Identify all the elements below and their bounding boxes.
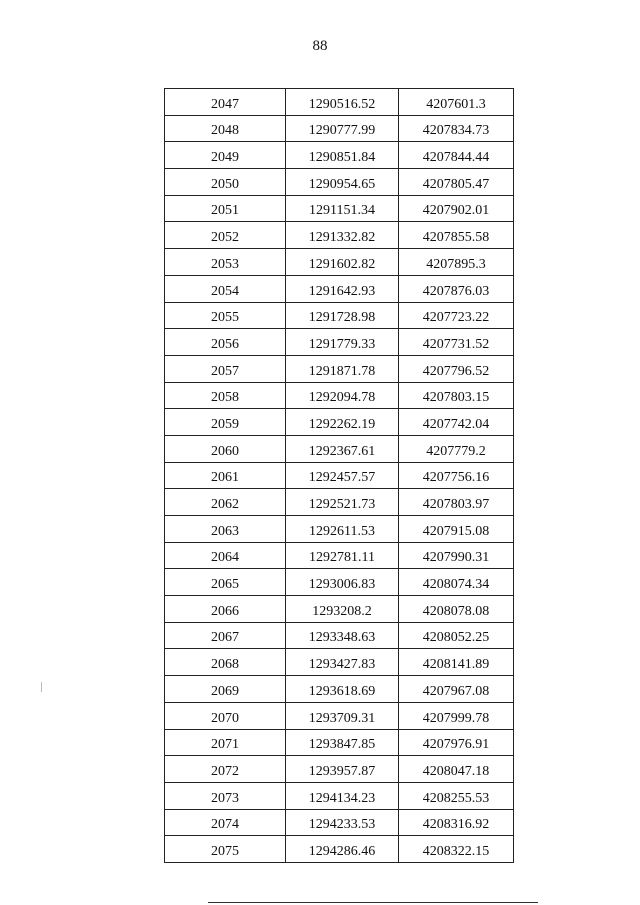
point-id-cell: 2054 [165, 275, 286, 302]
table-row [165, 489, 514, 516]
y-coordinate-cell: 4208141.89 [399, 649, 514, 676]
y-coordinate-cell: 4207796.52 [399, 355, 514, 382]
table-row [165, 756, 514, 783]
point-id-cell: 2053 [165, 249, 286, 276]
x-coordinate-cell: 1291602.82 [286, 249, 399, 276]
y-coordinate-cell: 4207876.03 [399, 275, 514, 302]
y-coordinate-cell: 4207999.78 [399, 702, 514, 729]
x-coordinate-cell: 1290777.99 [286, 115, 399, 142]
point-id-cell: 2065 [165, 569, 286, 596]
table-row [165, 142, 514, 169]
point-id-cell: 2052 [165, 222, 286, 249]
x-coordinate-cell: 1291151.34 [286, 195, 399, 222]
y-coordinate-cell: 4207967.08 [399, 676, 514, 703]
coordinate-table [164, 88, 514, 863]
x-coordinate-cell: 1294233.53 [286, 809, 399, 836]
point-id-cell: 2061 [165, 462, 286, 489]
x-coordinate-cell: 1293006.83 [286, 569, 399, 596]
y-coordinate-cell: 4208255.53 [399, 782, 514, 809]
y-coordinate-cell: 4207805.47 [399, 169, 514, 196]
point-id-cell: 2068 [165, 649, 286, 676]
x-coordinate-cell: 1294134.23 [286, 782, 399, 809]
point-id-cell: 2057 [165, 355, 286, 382]
table-row [165, 809, 514, 836]
point-id-cell: 2059 [165, 409, 286, 436]
point-id-cell: 2056 [165, 329, 286, 356]
table-row [165, 516, 514, 543]
x-coordinate-cell: 1291728.98 [286, 302, 399, 329]
scan-speck [41, 682, 42, 692]
point-id-cell: 2049 [165, 142, 286, 169]
point-id-cell: 2064 [165, 542, 286, 569]
x-coordinate-cell: 1292457.57 [286, 462, 399, 489]
x-coordinate-cell: 1290851.84 [286, 142, 399, 169]
x-coordinate-cell: 1292781.11 [286, 542, 399, 569]
x-coordinate-cell: 1293427.83 [286, 649, 399, 676]
y-coordinate-cell: 4207731.52 [399, 329, 514, 356]
table-row [165, 355, 514, 382]
table-row [165, 222, 514, 249]
y-coordinate-cell: 4207915.08 [399, 516, 514, 543]
y-coordinate-cell: 4207844.44 [399, 142, 514, 169]
point-id-cell: 2074 [165, 809, 286, 836]
point-id-cell: 2075 [165, 836, 286, 863]
table-row [165, 382, 514, 409]
table-row [165, 649, 514, 676]
x-coordinate-cell: 1292521.73 [286, 489, 399, 516]
y-coordinate-cell: 4207601.3 [399, 89, 514, 116]
coordinate-table-body [165, 89, 514, 863]
table-row [165, 596, 514, 623]
x-coordinate-cell: 1290954.65 [286, 169, 399, 196]
point-id-cell: 2048 [165, 115, 286, 142]
x-coordinate-cell: 1292262.19 [286, 409, 399, 436]
x-coordinate-cell: 1292611.53 [286, 516, 399, 543]
x-coordinate-cell: 1294286.46 [286, 836, 399, 863]
x-coordinate-cell: 1293348.63 [286, 622, 399, 649]
point-id-cell: 2072 [165, 756, 286, 783]
y-coordinate-cell: 4207779.2 [399, 435, 514, 462]
y-coordinate-cell: 4208047.18 [399, 756, 514, 783]
point-id-cell: 2047 [165, 89, 286, 116]
point-id-cell: 2073 [165, 782, 286, 809]
table-row [165, 169, 514, 196]
table-row [165, 702, 514, 729]
y-coordinate-cell: 4208052.25 [399, 622, 514, 649]
y-coordinate-cell: 4207976.91 [399, 729, 514, 756]
table-row [165, 782, 514, 809]
table-row [165, 462, 514, 489]
page-number: 88 [312, 38, 328, 54]
x-coordinate-cell: 1293957.87 [286, 756, 399, 783]
table-row [165, 622, 514, 649]
point-id-cell: 2062 [165, 489, 286, 516]
x-coordinate-cell: 1293208.2 [286, 596, 399, 623]
point-id-cell: 2063 [165, 516, 286, 543]
point-id-cell: 2067 [165, 622, 286, 649]
table-row [165, 409, 514, 436]
table-row [165, 115, 514, 142]
y-coordinate-cell: 4208078.08 [399, 596, 514, 623]
x-coordinate-cell: 1292094.78 [286, 382, 399, 409]
table-row [165, 542, 514, 569]
table-row [165, 836, 514, 863]
table-row [165, 676, 514, 703]
y-coordinate-cell: 4207895.3 [399, 249, 514, 276]
point-id-cell: 2055 [165, 302, 286, 329]
table-row [165, 729, 514, 756]
y-coordinate-cell: 4208316.92 [399, 809, 514, 836]
x-coordinate-cell: 1292367.61 [286, 435, 399, 462]
point-id-cell: 2070 [165, 702, 286, 729]
x-coordinate-cell: 1291871.78 [286, 355, 399, 382]
x-coordinate-cell: 1291332.82 [286, 222, 399, 249]
y-coordinate-cell: 4207855.58 [399, 222, 514, 249]
y-coordinate-cell: 4207834.73 [399, 115, 514, 142]
y-coordinate-cell: 4208322.15 [399, 836, 514, 863]
y-coordinate-cell: 4207803.15 [399, 382, 514, 409]
x-coordinate-cell: 1291642.93 [286, 275, 399, 302]
y-coordinate-cell: 4207803.97 [399, 489, 514, 516]
table-row [165, 435, 514, 462]
bottom-rule [208, 902, 538, 903]
x-coordinate-cell: 1293618.69 [286, 676, 399, 703]
y-coordinate-cell: 4207990.31 [399, 542, 514, 569]
table-row [165, 329, 514, 356]
x-coordinate-cell: 1293847.85 [286, 729, 399, 756]
x-coordinate-cell: 1290516.52 [286, 89, 399, 116]
table-row [165, 249, 514, 276]
point-id-cell: 2071 [165, 729, 286, 756]
table-row [165, 569, 514, 596]
y-coordinate-cell: 4207723.22 [399, 302, 514, 329]
table-row [165, 89, 514, 116]
point-id-cell: 2051 [165, 195, 286, 222]
table-row [165, 275, 514, 302]
table-row [165, 195, 514, 222]
y-coordinate-cell: 4207742.04 [399, 409, 514, 436]
y-coordinate-cell: 4207756.16 [399, 462, 514, 489]
y-coordinate-cell: 4207902.01 [399, 195, 514, 222]
y-coordinate-cell: 4208074.34 [399, 569, 514, 596]
table-row [165, 302, 514, 329]
x-coordinate-cell: 1291779.33 [286, 329, 399, 356]
x-coordinate-cell: 1293709.31 [286, 702, 399, 729]
point-id-cell: 2060 [165, 435, 286, 462]
point-id-cell: 2069 [165, 676, 286, 703]
point-id-cell: 2050 [165, 169, 286, 196]
point-id-cell: 2058 [165, 382, 286, 409]
point-id-cell: 2066 [165, 596, 286, 623]
